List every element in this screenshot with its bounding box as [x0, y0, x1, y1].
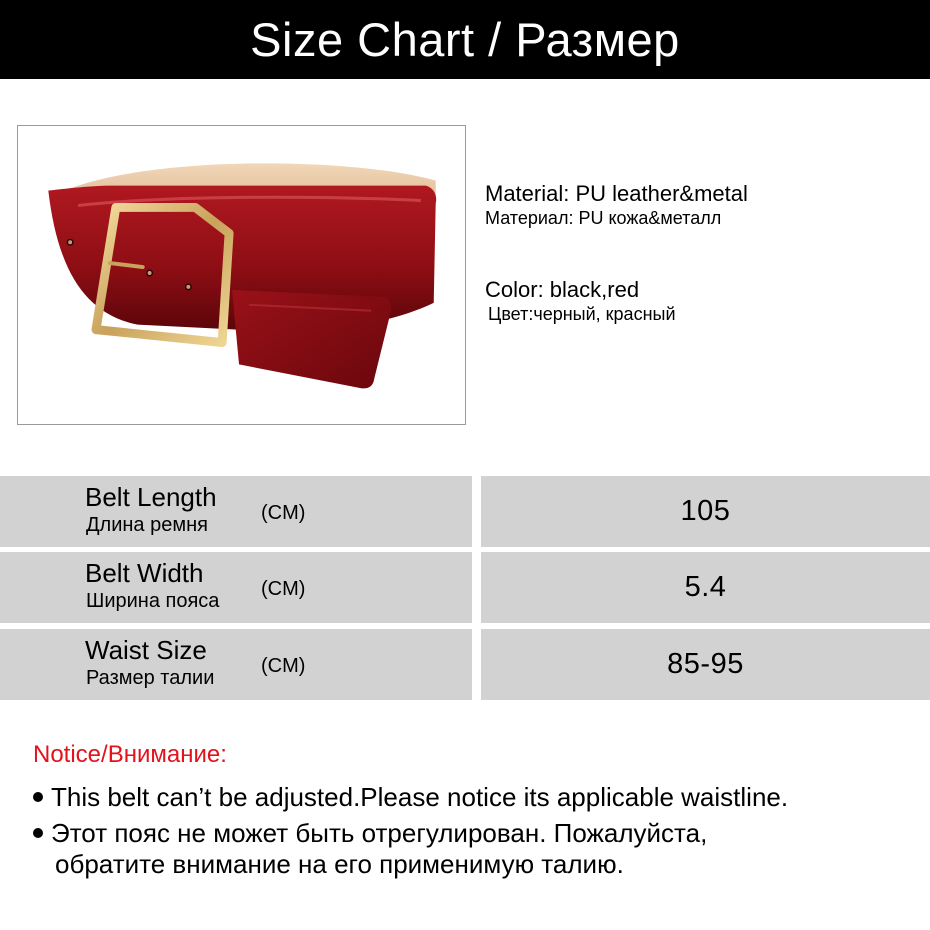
- size-value: 85-95: [481, 629, 930, 700]
- material-en: Material: PU leather&metal: [485, 181, 748, 206]
- notice-title: Notice/Внимание:: [33, 741, 227, 768]
- bullet-icon: [33, 792, 43, 802]
- notice-text-ru-1: Этот пояс не может быть отрегулирован. Пожалуйста,: [51, 818, 708, 848]
- color-ru: Цвет:черный, красный: [488, 304, 676, 324]
- size-value: 105: [481, 476, 930, 547]
- size-unit: (CM): [261, 502, 306, 524]
- material-ru: Материал: PU кожа&металл: [485, 208, 722, 228]
- size-label-cell: [0, 552, 472, 623]
- size-unit: (CM): [261, 655, 306, 677]
- size-label-ru: Ширина пояса: [86, 590, 220, 612]
- color-spec: [485, 277, 676, 325]
- notice-line-ru: [33, 818, 707, 849]
- notice-line-en: [33, 782, 788, 813]
- size-label-en: Waist Size: [85, 635, 207, 665]
- size-row-belt-width: [0, 552, 930, 623]
- header-banner: [0, 0, 930, 79]
- page-title: Size Chart / Размер: [250, 13, 680, 66]
- size-label-ru: Размер талии: [86, 667, 215, 689]
- bullet-icon: [33, 828, 43, 838]
- size-unit: (CM): [261, 578, 306, 600]
- size-row-belt-length: [0, 476, 930, 547]
- size-label-en: Belt Length: [85, 482, 217, 512]
- size-row-waist-size: [0, 629, 930, 700]
- red-belt-photo-icon: [18, 126, 465, 424]
- material-spec: [485, 181, 748, 229]
- notice-text-ru-2: обратите внимание на его применимую талию.: [55, 849, 624, 879]
- product-photo: [17, 125, 466, 425]
- size-label-ru: Длина ремня: [86, 514, 208, 536]
- size-label-en: Belt Width: [85, 558, 204, 588]
- notice-line-ru-continued: [55, 849, 624, 880]
- color-en: Color: black,red: [485, 277, 640, 302]
- size-label-cell: [0, 629, 472, 700]
- notice-text-en: This belt can’t be adjusted.Please notice its applicable waistline.: [51, 782, 789, 812]
- size-label-cell: [0, 476, 472, 547]
- size-value: 5.4: [481, 552, 930, 623]
